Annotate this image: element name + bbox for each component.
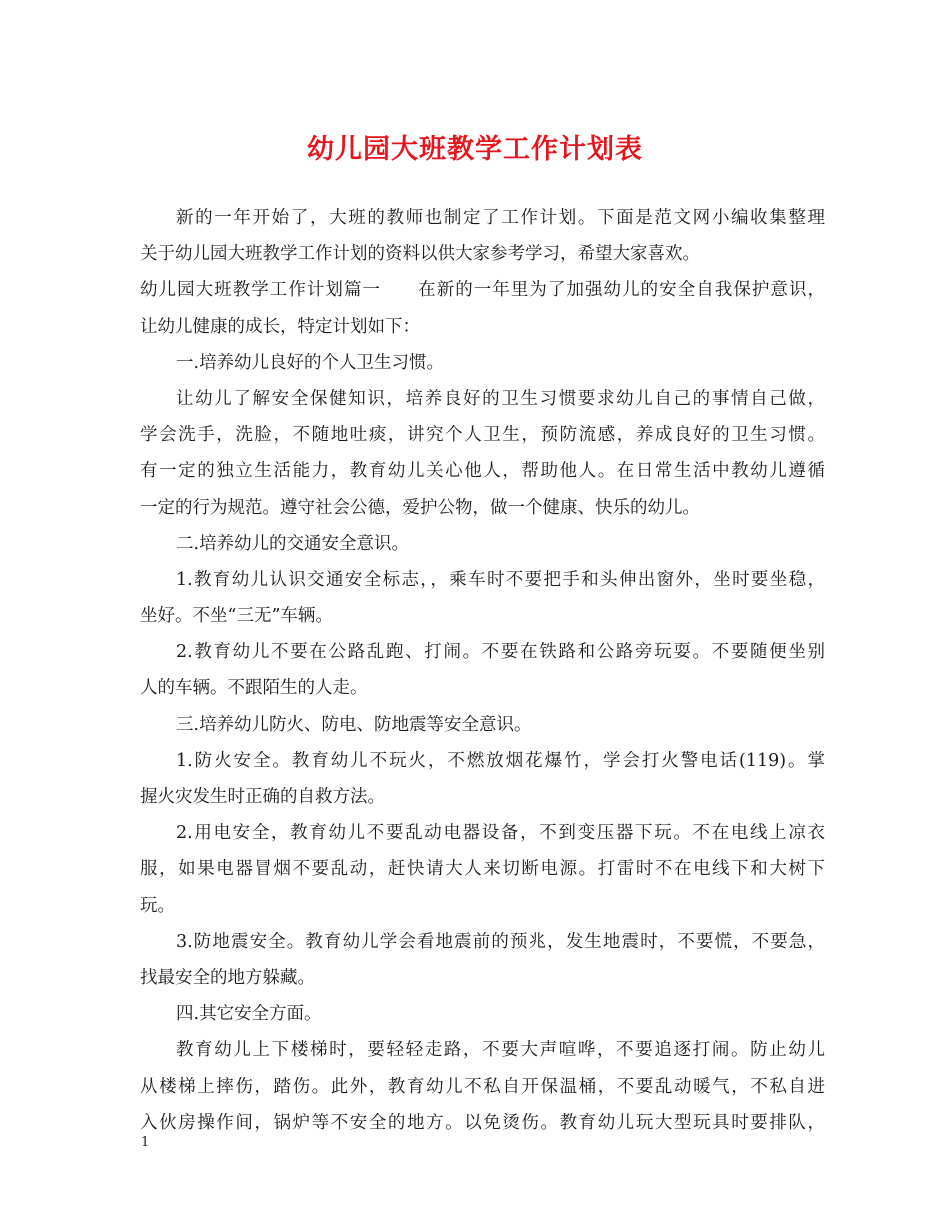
paragraph-line: 1.防火安全。教育幼儿不玩火，不燃放烟花爆竹，学会打火警电话(119)。掌 <box>176 750 825 771</box>
document-body <box>140 200 825 1141</box>
paragraph-line: 新的一年开始了，大班的教师也制定了工作计划。下面是范文网小编收集整理 <box>176 208 825 228</box>
paragraph-line: 有一定的独立生活能力，教育幼儿关心他人，帮助他人。在日常生活中教幼儿遵循 <box>140 461 825 482</box>
section-heading: 三.培养幼儿防火、防电、防地震等安全意识。 <box>176 714 532 735</box>
paragraph-line: 坐好。不坐“三无”车辆。 <box>140 606 333 627</box>
section-heading: 一.培养幼儿良好的个人卫生习惯。 <box>176 352 445 373</box>
paragraph-line: 2.用电安全，教育幼儿不要乱动电器设备，不到变压器下玩。不在电线上凉衣 <box>176 823 825 844</box>
paragraph-line: 幼儿园大班教学工作计划篇一 在新的一年里为了加强幼儿的安全自我保护意识， <box>140 280 825 301</box>
paragraph-line: 握火灾发生时正确的自救方法。 <box>140 787 385 807</box>
document-title: 幼儿园大班教学工作计划表 <box>307 134 643 165</box>
paragraph-line: 让幼儿健康的成长，特定计划如下： <box>140 316 420 337</box>
paragraph-line: 一定的行为规范。遵守社会公德，爱护公物，做一个健康、快乐的幼儿。 <box>140 497 700 518</box>
paragraph-line: 找最安全的地方躲藏。 <box>140 967 315 988</box>
paragraph-line: 1.教育幼儿认识交通安全标志，，乘车时不要把手和头伸出窗外，坐时要坐稳， <box>176 569 825 590</box>
paragraph-line: 2.教育幼儿不要在公路乱跑、打闹。不要在铁路和公路旁玩耍。不要随便坐别 <box>176 642 825 663</box>
section-heading: 二.培养幼儿的交通安全意识。 <box>176 533 410 554</box>
paragraph-line: 3.防地震安全。教育幼儿学会看地震前的预兆，发生地震时，不要慌，不要急， <box>176 931 825 952</box>
paragraph-line: 学会洗手，洗脸，不随地吐痰，讲究个人卫生，预防流感，养成良好的卫生习惯。 <box>140 425 825 446</box>
paragraph-line: 教育幼儿上下楼梯时，要轻轻走路，不要大声喧哗，不要追逐打闹。防止幼儿 <box>176 1040 825 1061</box>
paragraph-line: 关于幼儿园大班教学工作计划的资料以供大家参考学习，希望大家喜欢。 <box>140 244 700 265</box>
paragraph-line: 人的车辆。不跟陌生的人走。 <box>140 678 368 699</box>
paragraph-line: 让幼儿了解安全保健知识，培养良好的卫生习惯要求幼儿自己的事情自己做， <box>176 388 825 409</box>
page-number: 1 <box>141 1135 150 1150</box>
paragraph-line: 玩。 <box>140 895 175 916</box>
paragraph-line: 服，如果电器冒烟不要乱动，赶快请大人来切断电源。打雷时不在电线下和大树下 <box>140 859 825 880</box>
paragraph-line: 入伙房操作间，锅炉等不安全的地方。以免烫伤。教育幼儿玩大型玩具时要排队， <box>140 1112 825 1133</box>
paragraph-line: 从楼梯上摔伤，踏伤。此外，教育幼儿不私自开保温桶，不要乱动暖气，不私自进 <box>140 1076 825 1097</box>
section-heading: 四.其它安全方面。 <box>176 1004 322 1025</box>
